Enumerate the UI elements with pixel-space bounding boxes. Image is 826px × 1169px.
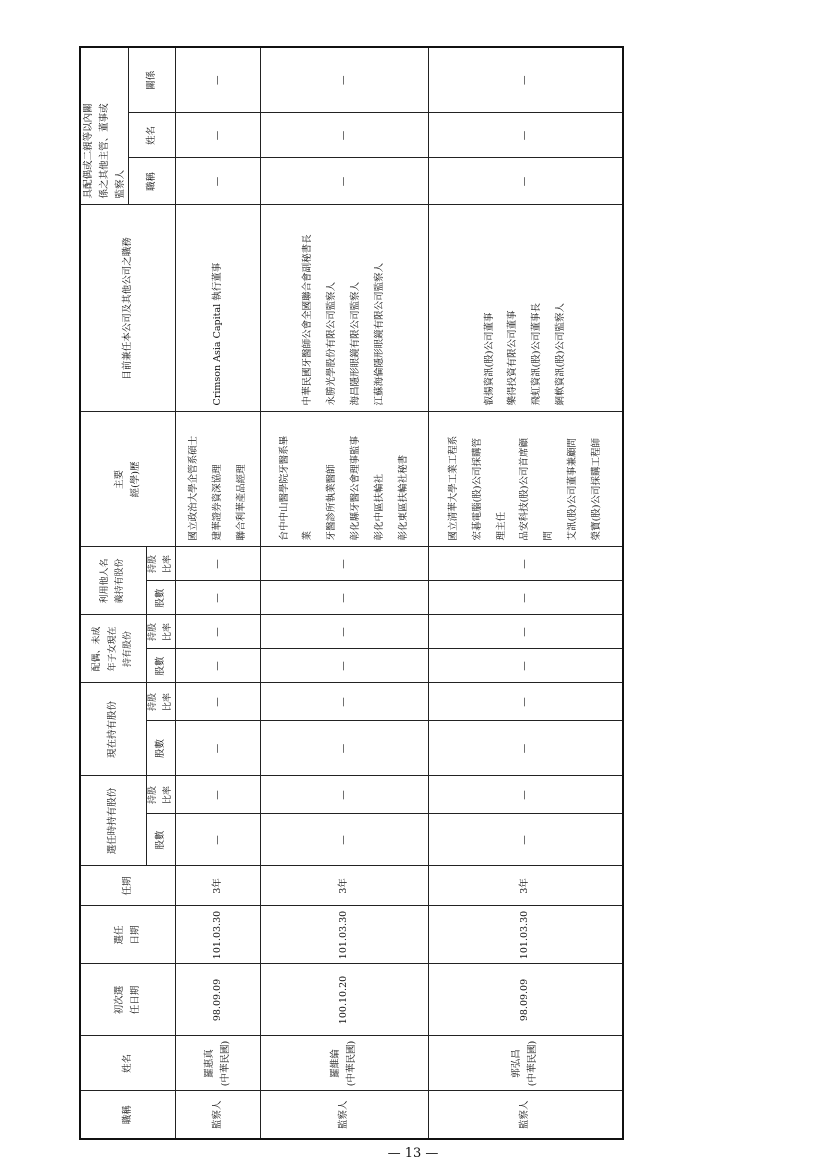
- row-name-text: 郭弘昌: [511, 1049, 523, 1078]
- header-spouse-l1: 配偶、未成: [92, 626, 103, 672]
- row-name-text: 羅惠真: [204, 1049, 216, 1078]
- header-current-ratio: [146, 683, 176, 721]
- row-nominee-ratio: —: [428, 547, 623, 581]
- header-first-elected-l1: 初次選: [114, 985, 126, 1015]
- row-term: 3年: [260, 866, 428, 906]
- row-nominee-shares: —: [428, 581, 623, 615]
- header-experience-l2: 經(學)歷: [130, 461, 142, 498]
- row-rel-relation: —: [176, 47, 260, 113]
- row-rel-title: —: [428, 158, 623, 205]
- experience-line: 台中中山醫學院牙醫系畢: [278, 435, 290, 541]
- experience-line: 理主任: [495, 511, 507, 541]
- row-spouse-shares: —: [176, 649, 260, 683]
- header-term: 任期: [80, 866, 176, 906]
- header-title: 職稱: [80, 1091, 176, 1139]
- table-row: [428, 47, 623, 1139]
- row-term: 3年: [176, 866, 260, 906]
- header-rel-relation: 關係: [129, 47, 176, 113]
- header-relation-l3: 監察人: [114, 169, 126, 199]
- row-experience: [260, 412, 428, 547]
- table-row: [260, 47, 428, 1139]
- header-first-elected: [80, 964, 176, 1036]
- experience-line: 品安科技(股)公司首席顧: [519, 438, 531, 541]
- row-elected: 101.03.30: [176, 906, 260, 964]
- row-title: 監察人: [176, 1091, 260, 1139]
- header-spouse-holding: [80, 615, 146, 683]
- row-first-elected: 100.10.20: [260, 964, 428, 1036]
- experience-line: 艾訊(股)公司董事兼顧問: [567, 438, 579, 541]
- ratio-l1: 持股: [147, 622, 158, 641]
- experience-line: 建華證券資深協理: [212, 464, 224, 541]
- row-elected: 101.03.30: [260, 906, 428, 964]
- row-current-shares: —: [428, 721, 623, 776]
- row-nationality: (中華民國): [346, 1040, 358, 1087]
- row-rel-relation: —: [428, 47, 623, 113]
- header-held-at-election: 選任時持有股份: [80, 776, 146, 866]
- experience-line: 國立政治大學企管系碩士: [188, 435, 200, 541]
- row-rel-relation: —: [260, 47, 428, 113]
- concurrent-line: 海昌隱形眼鏡有限公司監察人: [350, 281, 362, 406]
- concurrent-line: 網軟資訊(股)公司監察人: [555, 303, 567, 406]
- concurrent-line: 中華民國牙醫師公會全國聯合會副秘書長: [302, 234, 314, 406]
- concurrent-line: 叡揚資訊(股)公司董事: [483, 312, 495, 406]
- row-name-text: 羅維綸: [330, 1049, 342, 1078]
- supervisor-table: [79, 46, 624, 1140]
- row-current-ratio: —: [428, 683, 623, 721]
- row-name: [176, 1036, 260, 1091]
- row-title: 監察人: [428, 1091, 623, 1139]
- row-first-elected: 98.09.09: [176, 964, 260, 1036]
- row-spouse-ratio: —: [176, 615, 260, 649]
- concurrent-line: 永勝光學股份有限公司監察人: [326, 281, 338, 406]
- row-name: [428, 1036, 623, 1091]
- header-rel-title: 職稱: [129, 158, 176, 205]
- ratio-l2: 比率: [163, 692, 174, 711]
- header-elected-l2: 日期: [130, 925, 142, 945]
- concurrent-line: Crimson Asia Capital 執行董事: [212, 262, 224, 406]
- experience-line: 彰化中區扶輪社: [374, 473, 386, 541]
- row-rel-name: —: [428, 113, 623, 158]
- header-elected: [80, 906, 176, 964]
- ratio-l1: 持股: [147, 692, 158, 711]
- concurrent-line: 飛虹資訊(股)公司董事長: [531, 303, 543, 406]
- row-held-ratio: —: [176, 776, 260, 814]
- row-experience: [428, 412, 623, 547]
- experience-line: 彰化東區扶輪社秘書: [397, 454, 409, 541]
- row-nominee-ratio: —: [260, 547, 428, 581]
- header-current-shares: 股數: [146, 721, 176, 776]
- row-first-elected: 98.09.09: [428, 964, 623, 1036]
- row-concurrent: [176, 205, 260, 412]
- page-number: — 13 —: [387, 1146, 439, 1161]
- ratio-l1: 持股: [147, 554, 158, 573]
- header-spouse-l3: 持有股份: [122, 630, 133, 667]
- row-current-ratio: —: [260, 683, 428, 721]
- row-experience: [176, 412, 260, 547]
- experience-line: 問: [543, 530, 555, 541]
- row-rel-title: —: [176, 158, 260, 205]
- row-spouse-ratio: —: [260, 615, 428, 649]
- row-concurrent: [260, 205, 428, 412]
- rotated-table-page: [79, 48, 624, 1140]
- ratio-l2: 比率: [163, 785, 174, 804]
- row-held-ratio: —: [260, 776, 428, 814]
- experience-line: 業: [302, 530, 314, 541]
- header-held-ratio: [146, 776, 176, 814]
- row-spouse-ratio: —: [428, 615, 623, 649]
- row-rel-title: —: [260, 158, 428, 205]
- row-nominee-shares: —: [260, 581, 428, 615]
- header-held-shares: 股數: [146, 814, 176, 866]
- header-elected-l1: 選任: [114, 925, 126, 945]
- header-nominee-l2: 義持有股份: [115, 558, 126, 604]
- header-rel-name: 姓名: [129, 113, 176, 158]
- header-relation-l1: 具配偶或二親等以內關: [82, 103, 94, 199]
- header-experience: [80, 412, 176, 547]
- header-relation: [80, 47, 129, 205]
- row-held-shares: —: [428, 814, 623, 866]
- row-nationality: (中華民國): [220, 1040, 232, 1087]
- header-nominee-holding: [80, 547, 146, 615]
- concurrent-line: 江蘇海倫隱形眼鏡有限公司監察人: [374, 262, 386, 406]
- row-spouse-shares: —: [428, 649, 623, 683]
- row-term: 3年: [428, 866, 623, 906]
- experience-line: 聯合利華產品經理: [236, 464, 248, 541]
- table-row: [176, 47, 260, 1139]
- row-name: [260, 1036, 428, 1091]
- row-rel-name: —: [176, 113, 260, 158]
- header-spouse-shares: 股數: [146, 649, 176, 683]
- experience-line: 宏碁電腦(股)公司採購管: [471, 438, 483, 541]
- experience-line: 國立清華大學工業工程系: [447, 435, 459, 541]
- concurrent-line: 樂得投資有限公司董事: [507, 310, 519, 406]
- header-first-elected-l2: 任日期: [130, 985, 142, 1015]
- row-spouse-shares: —: [260, 649, 428, 683]
- header-name: 姓名: [80, 1036, 176, 1091]
- row-title: 監察人: [260, 1091, 428, 1139]
- experience-line: 牙醫診所執業醫師: [326, 464, 338, 541]
- header-relation-l2: 係之其他主管、董事或: [98, 103, 110, 199]
- experience-line: 榮寶(股)公司採購工程師: [591, 438, 602, 541]
- header-nominee-ratio: [146, 547, 176, 581]
- header-concurrent: 目前兼任本公司及其他公司之職務: [80, 205, 176, 412]
- row-nationality: (中華民國): [527, 1040, 539, 1087]
- header-experience-l1: 主要: [114, 469, 126, 489]
- row-concurrent: [428, 205, 623, 412]
- experience-line: 彰化縣牙醫公會理事監事: [350, 435, 362, 541]
- row-current-shares: —: [176, 721, 260, 776]
- ratio-l1: 持股: [147, 785, 158, 804]
- row-elected: 101.03.30: [428, 906, 623, 964]
- ratio-l2: 比率: [163, 554, 174, 573]
- row-current-shares: —: [260, 721, 428, 776]
- ratio-l2: 比率: [163, 622, 174, 641]
- header-current-holding: 現在持有股份: [80, 683, 146, 776]
- row-held-shares: —: [176, 814, 260, 866]
- header-spouse-l2: 年子女現在: [107, 626, 118, 672]
- row-held-ratio: —: [428, 776, 623, 814]
- row-rel-name: —: [260, 113, 428, 158]
- row-current-ratio: —: [176, 683, 260, 721]
- row-nominee-ratio: —: [176, 547, 260, 581]
- header-spouse-ratio: [146, 615, 176, 649]
- row-nominee-shares: —: [176, 581, 260, 615]
- header-nominee-l1: 利用他人名: [100, 558, 111, 604]
- row-held-shares: —: [260, 814, 428, 866]
- header-nominee-shares: 股數: [146, 581, 176, 615]
